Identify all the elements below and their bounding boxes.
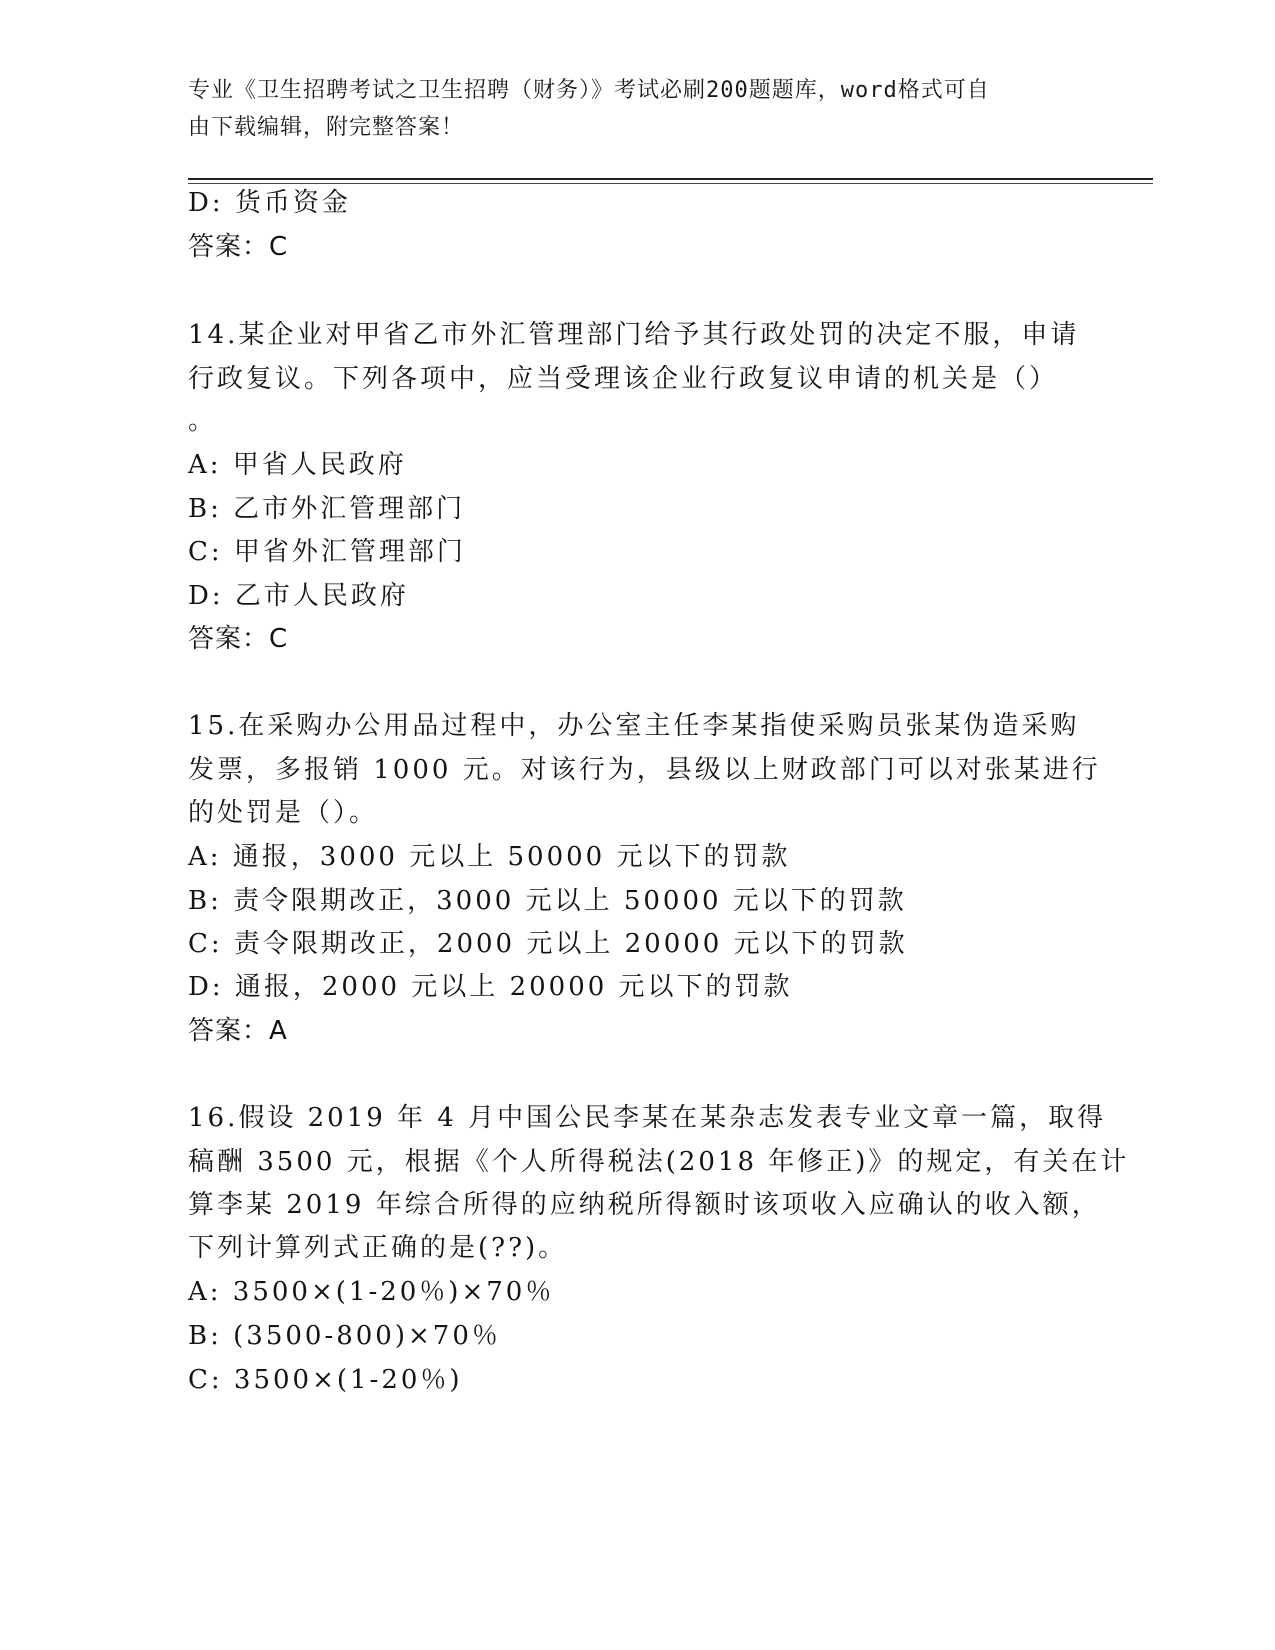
page-header xyxy=(188,72,1068,146)
q14-option-a: A: 甲省人民政府 xyxy=(188,450,407,480)
q15-option-b: B: 责令限期改正，3000 元以上 50000 元以下的罚款 xyxy=(188,886,907,916)
q16-option-a: A: 3500×(1-20％)×70％ xyxy=(188,1277,555,1307)
q14-option-b: B: 乙市外汇管理部门 xyxy=(188,494,466,524)
q14-option-d: D: 乙市人民政府 xyxy=(188,581,409,611)
q16-stem-line-1: 16.假设 2019 年 4 月中国公民李某在某杂志发表专业文章一篇，取得 xyxy=(188,1103,1107,1133)
header-rule-thin xyxy=(188,183,1153,184)
q15-answer: 答案：A xyxy=(188,1016,288,1046)
q15-stem-line-1: 15.在采购办公用品过程中，办公室主任李某指使采购员张某伪造采购 xyxy=(188,711,1080,741)
header-line-2: 由下载编辑，附完整答案！ xyxy=(188,115,465,140)
header-line-1: 专业《卫生招聘考试之卫生招聘（财务）》考试必刷200题题库，word格式可自 xyxy=(188,78,990,103)
q14-stem-line-2: 行政复议。下列各项中，应当受理该企业行政复议申请的机关是（） xyxy=(188,364,1059,394)
q15-stem-line-2: 发票，多报销 1000 元。对该行为，县级以上财政部门可以对张某进行 xyxy=(188,755,1101,785)
header-rule xyxy=(188,178,1153,180)
q15-option-a: A: 通报，3000 元以上 50000 元以下的罚款 xyxy=(188,842,791,872)
q16-option-c: C: 3500×(1-20％) xyxy=(188,1365,463,1395)
q16-stem-line-4: 下列计算列式正确的是(??)。 xyxy=(188,1233,568,1263)
q16-stem-line-3: 算李某 2019 年综合所得的应纳税所得额时该项收入应确认的收入额， xyxy=(188,1190,1101,1220)
q14-stem-line-1: 14.某企业对甲省乙市外汇管理部门给予其行政处罚的决定不服，申请 xyxy=(188,320,1080,350)
q14-option-c: C: 甲省外汇管理部门 xyxy=(188,537,466,567)
q16-stem-line-2: 稿酬 3500 元，根据《个人所得税法(2018 年修正)》的规定，有关在计 xyxy=(188,1147,1130,1177)
q16-option-b: B: (3500-800)×70％ xyxy=(188,1321,501,1351)
q14-answer: 答案：C xyxy=(188,624,289,654)
q15-stem-line-3: 的处罚是（）。 xyxy=(188,798,379,828)
q13-answer: 答案：C xyxy=(188,232,289,262)
q13-option-d: D: 货币资金 xyxy=(188,188,351,218)
q15-option-d: D: 通报，2000 元以上 20000 元以下的罚款 xyxy=(188,972,793,1002)
q14-stem-line-3: 。 xyxy=(188,406,218,436)
q15-option-c: C: 责令限期改正，2000 元以上 20000 元以下的罚款 xyxy=(188,929,908,959)
